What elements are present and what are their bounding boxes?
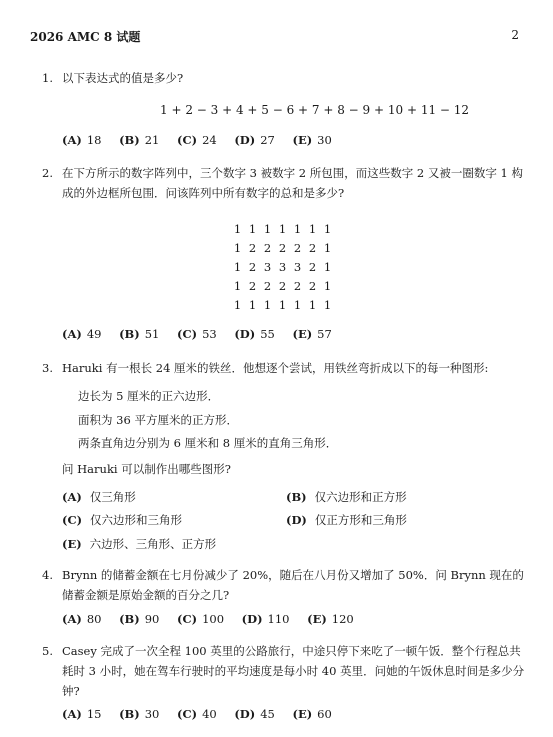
choice-d[interactable]: (D) 45 <box>234 707 275 721</box>
number-array <box>230 222 335 317</box>
array-cell: 1 <box>248 298 257 312</box>
q4-choices <box>62 612 368 626</box>
shape-option-triangle: 两条直角边分别为 6 厘米和 8 厘米的直角三角形． <box>78 436 338 450</box>
q3-question: 问 Haruki 可以制作出哪些图形? <box>62 462 231 476</box>
array-cell: 2 <box>248 260 257 274</box>
array-cell: 2 <box>263 241 272 255</box>
q1-expression: 1 + 2 − 3 + 4 + 5 − 6 + 7 + 8 − 9 + 10 + 11 − 12 <box>160 103 470 117</box>
question-5 <box>42 641 525 703</box>
choice-e[interactable]: (E) 57 <box>292 327 332 341</box>
choice-d[interactable]: (D) 仅正方形和三角形 <box>286 513 407 527</box>
choice-b[interactable]: (B) 30 <box>119 707 160 721</box>
array-cell: 1 <box>293 222 302 236</box>
page-header-title: 2026 AMC 8 试题 <box>30 30 141 44</box>
array-cell: 1 <box>323 260 332 274</box>
array-row <box>230 279 335 298</box>
question-number: 4. <box>42 568 53 582</box>
array-cell: 2 <box>293 279 302 293</box>
array-cell: 1 <box>233 279 242 293</box>
array-cell: 3 <box>278 260 287 274</box>
question-text: Haruki 有一根长 24 厘米的铁丝．他想逐个尝试，用铁丝弯折成以下的每一种图形: <box>62 361 489 375</box>
array-cell: 2 <box>248 279 257 293</box>
question-text-line: Casey 完成了一次全程 100 英里的公路旅行，中途只停下来吃了一顿午饭．整个行程总共 <box>62 644 521 658</box>
question-number: 2. <box>42 166 53 180</box>
choice-a[interactable]: (A) 仅三角形 <box>62 490 136 504</box>
array-cell: 1 <box>323 279 332 293</box>
array-cell: 1 <box>233 241 242 255</box>
choice-c[interactable]: (C) 24 <box>177 133 217 147</box>
choice-d[interactable]: (D) 27 <box>234 133 275 147</box>
array-cell: 1 <box>263 222 272 236</box>
question-text-line: Brynn 的储蓄金额在七月份减少了 20%，随后在八月份又增加了 50%．问 Brynn 现在的 <box>62 568 524 582</box>
array-row <box>230 241 335 260</box>
shape-option-hexagon: 边长为 5 厘米的正六边形． <box>78 389 220 403</box>
question-number: 3. <box>42 361 53 375</box>
array-cell: 2 <box>293 241 302 255</box>
array-cell: 2 <box>248 241 257 255</box>
choice-c[interactable]: (C) 40 <box>177 707 217 721</box>
question-number: 5. <box>42 644 53 658</box>
choice-b[interactable]: (B) 仅六边形和正方形 <box>286 490 407 504</box>
array-cell: 2 <box>308 260 317 274</box>
choice-c[interactable]: (C) 100 <box>177 612 225 626</box>
array-cell: 3 <box>293 260 302 274</box>
array-cell: 1 <box>323 222 332 236</box>
array-cell: 2 <box>263 279 272 293</box>
question-text-line: 在下方所示的数字阵列中，三个数字 3 被数字 2 所包围，而这些数字 2 又被一圈数字 1 构 <box>62 166 524 180</box>
choice-c[interactable]: (C) 53 <box>177 327 217 341</box>
array-cell: 2 <box>308 279 317 293</box>
choice-a[interactable]: (A) 15 <box>62 707 102 721</box>
array-cell: 1 <box>323 298 332 312</box>
choice-d[interactable]: (D) 55 <box>234 327 275 341</box>
choice-d[interactable]: (D) 110 <box>241 612 290 626</box>
choice-e[interactable]: (E) 60 <box>292 707 332 721</box>
array-cell: 1 <box>278 222 287 236</box>
array-cell: 1 <box>248 222 257 236</box>
array-row <box>230 222 335 241</box>
choice-e[interactable]: (E) 六边形、三角形、正方形 <box>62 537 217 551</box>
question-text-line: 储蓄金额是原始金额的百分之几? <box>62 588 230 602</box>
q2-choices <box>62 327 346 341</box>
question-text-line: 钟? <box>62 684 80 698</box>
question-text: 以下表达式的值是多少? <box>62 71 184 85</box>
shape-option-square: 面积为 36 平方厘米的正方形． <box>78 413 238 427</box>
choice-b[interactable]: (B) 21 <box>119 133 160 147</box>
array-cell: 1 <box>323 241 332 255</box>
array-cell: 1 <box>233 222 242 236</box>
array-cell: 1 <box>278 298 287 312</box>
page-number: 2 <box>511 28 519 42</box>
question-4 <box>42 565 524 609</box>
q5-choices <box>62 707 346 721</box>
array-cell: 2 <box>308 241 317 255</box>
array-cell: 1 <box>233 298 242 312</box>
choice-a[interactable]: (A) 49 <box>62 327 102 341</box>
array-cell: 2 <box>278 241 287 255</box>
q1-choices <box>62 133 346 147</box>
array-cell: 1 <box>263 298 272 312</box>
choice-a[interactable]: (A) 18 <box>62 133 102 147</box>
choice-b[interactable]: (B) 51 <box>119 327 160 341</box>
choice-c[interactable]: (C) 仅六边形和三角形 <box>62 513 183 527</box>
choice-a[interactable]: (A) 80 <box>62 612 102 626</box>
array-cell: 3 <box>263 260 272 274</box>
array-row <box>230 298 335 317</box>
array-cell: 1 <box>308 298 317 312</box>
question-number: 1. <box>42 71 53 85</box>
array-cell: 1 <box>308 222 317 236</box>
array-row <box>230 260 335 279</box>
choice-e[interactable]: (E) 30 <box>292 133 332 147</box>
question-text-line: 耗时 3 小时，她在驾车行驶时的平均速度是每小时 40 英里．问她的午饭休息时间是多少分 <box>62 664 525 678</box>
choice-b[interactable]: (B) 90 <box>119 612 160 626</box>
question-text-line: 成的外边框所包围．问该阵列中所有数字的总和是多少? <box>62 186 345 200</box>
choice-e[interactable]: (E) 120 <box>307 612 354 626</box>
question-2 <box>42 163 524 207</box>
array-cell: 1 <box>293 298 302 312</box>
array-cell: 1 <box>233 260 242 274</box>
array-cell: 2 <box>278 279 287 293</box>
